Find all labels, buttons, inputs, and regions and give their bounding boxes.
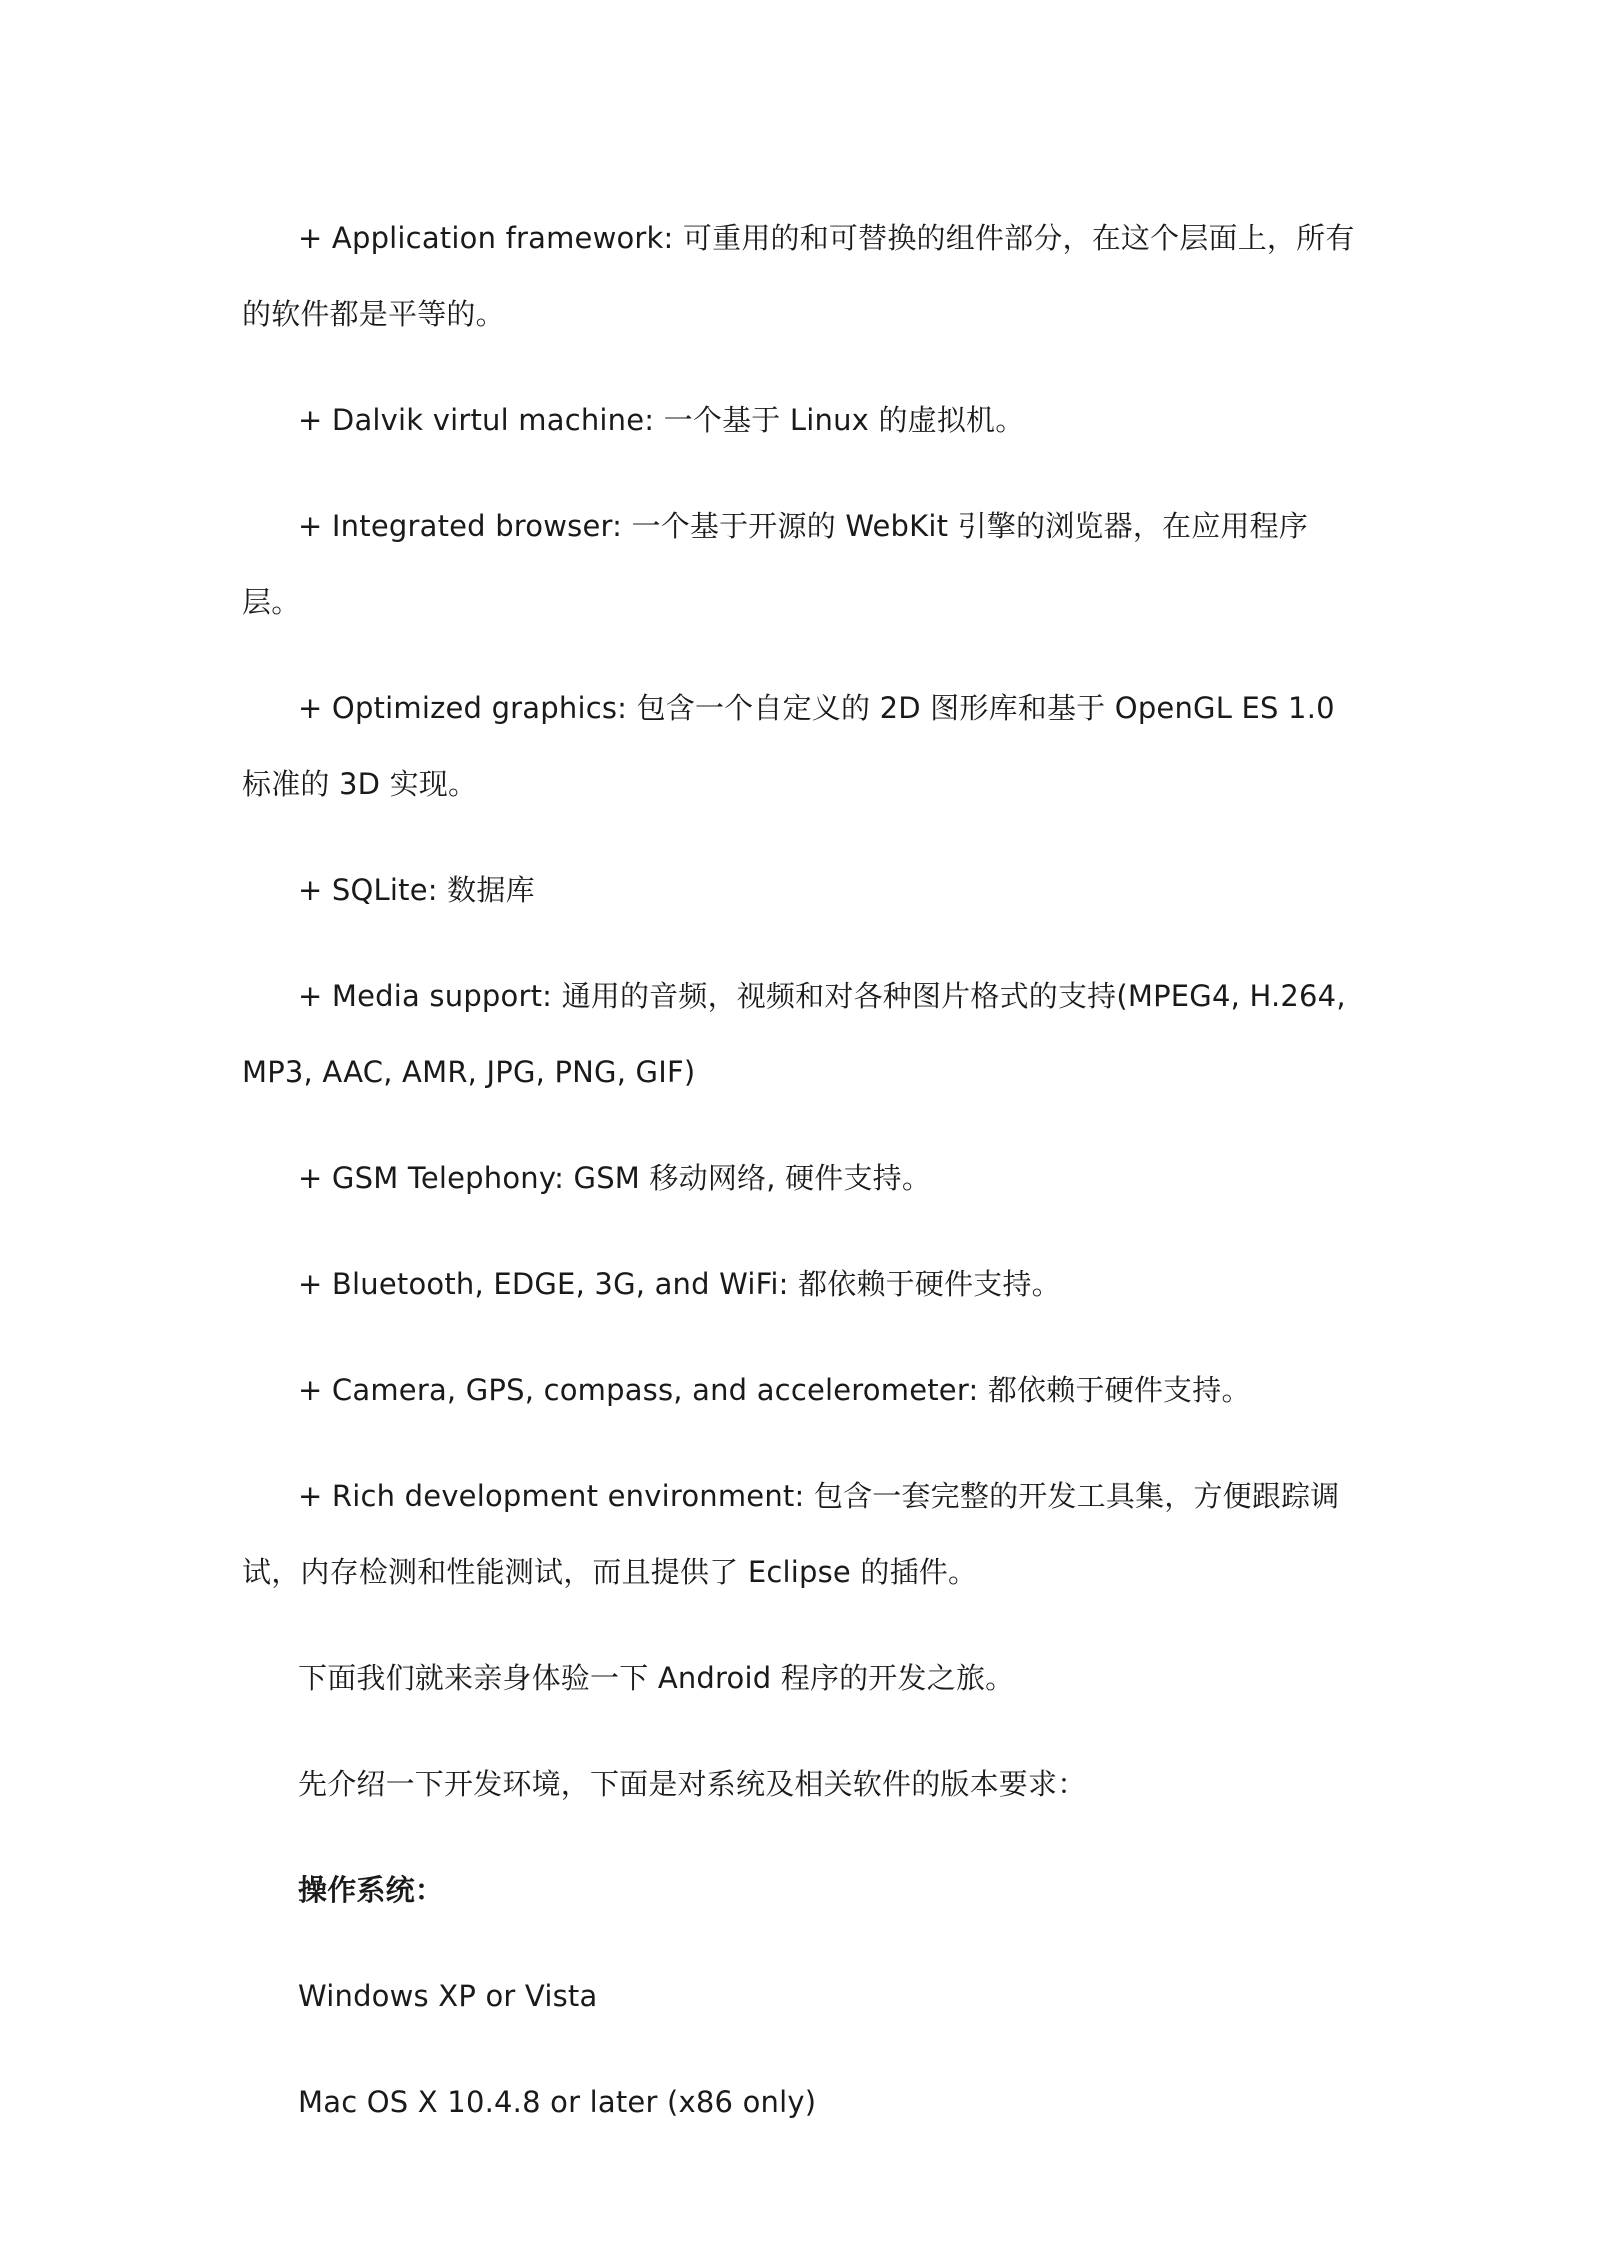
paragraph-os-windows: Windows XP or Vista — [298, 1979, 598, 2013]
paragraph-dalvik: + Dalvik virtul machine: 一个基于 Linux 的虚拟机。 — [298, 403, 1025, 437]
paragraph-gsm-telephony: + GSM Telephony: GSM 移动网络, 硬件支持。 — [298, 1161, 932, 1195]
paragraph-os-mac: Mac OS X 10.4.8 or later (x86 only) — [298, 2085, 817, 2119]
document-body — [242, 200, 1362, 2140]
paragraph-camera-gps: + Camera, GPS, compass, and accelerometer: 都依赖于硬件支持。 — [298, 1373, 1251, 1407]
paragraph-application-framework: + Application framework: 可重用的和可替换的组件部分，在这个层面上，所有的软件都是平等的。 — [242, 221, 1355, 331]
paragraph-sqlite: + SQLite: 数据库 — [298, 873, 535, 907]
paragraph-dev-environment: 先介绍一下开发环境，下面是对系统及相关软件的版本要求： — [298, 1767, 1087, 1801]
paragraph-bluetooth: + Bluetooth, EDGE, 3G, and WiFi: 都依赖于硬件支持。 — [298, 1267, 1061, 1301]
paragraph-media-support: + Media support: 通用的音频，视频和对各种图片格式的支持(MPEG4, H.264, MP3, AAC, AMR, JPG, PNG, GIF) — [242, 979, 1346, 1089]
paragraph-android-intro: 下面我们就来亲身体验一下 Android 程序的开发之旅。 — [298, 1661, 1015, 1695]
heading-operating-system: 操作系统： — [298, 1873, 445, 1907]
paragraph-rich-development: + Rich development environment: 包含一套完整的开发工具集，方便跟踪调试，内存检测和性能测试，而且提供了 Eclipse 的插件。 — [242, 1479, 1340, 1589]
paragraph-optimized-graphics: + Optimized graphics: 包含一个自定义的 2D 图形库和基于 OpenGL ES 1.0 标准的 3D 实现。 — [242, 691, 1335, 801]
paragraph-integrated-browser: + Integrated browser: 一个基于开源的 WebKit 引擎的浏览器，在应用程序层。 — [242, 509, 1309, 619]
